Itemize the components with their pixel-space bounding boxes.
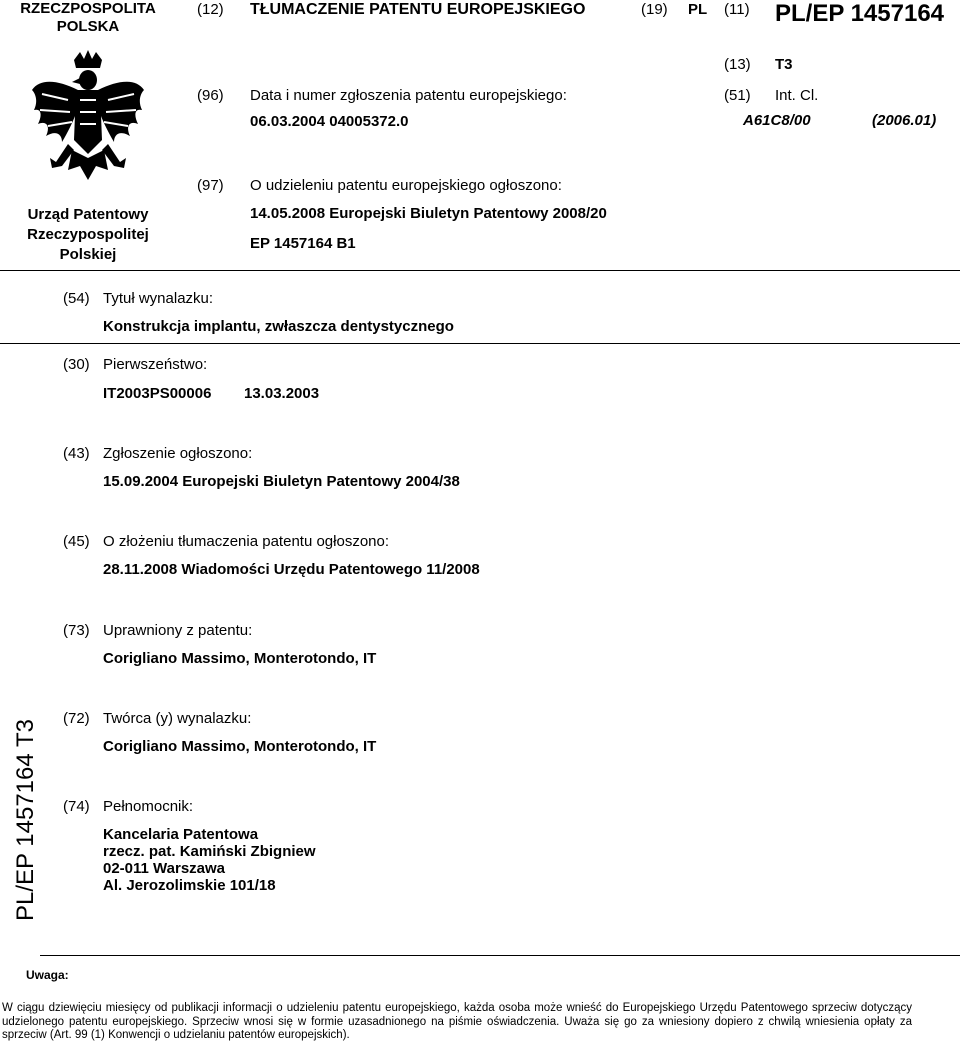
header-divider bbox=[0, 270, 960, 271]
attorney-line-4: Al. Jerozolimskie 101/18 bbox=[103, 877, 276, 894]
int-cl-value: A61C8/00 bbox=[743, 112, 811, 129]
priority-number: IT2003PS00006 bbox=[103, 385, 212, 402]
translation-value: 28.11.2008 Wiadomości Urzędu Patentowego 11/2008 bbox=[103, 561, 480, 578]
polish-eagle-emblem bbox=[28, 50, 148, 190]
filing-value: 06.03.2004 04005372.0 bbox=[250, 113, 409, 130]
int-cl-label: Int. Cl. bbox=[775, 87, 819, 104]
int-cl-year: (2006.01) bbox=[872, 112, 937, 129]
office-line-1: Urząd Patentowy bbox=[27, 206, 149, 223]
inid-code-97: (97) bbox=[197, 177, 224, 194]
inid-code-11: (11) bbox=[724, 1, 750, 18]
notice-text: W ciągu dziewięciu miesięcy od publikacji informacji o udzieleniu patentu europejskiego, każda osoba może wnieść do Europejskiego Urzędu Patentowego sprzeciw dotyczący udzielonego patentu europejskiego. Sprzeciw wnosi się w formie uzasadnionego na piśmie oświadczenia. Uważa się go za wniesiony dopiero z chwilą wniesienia opłaty za sprzeciw (Art. 99 (1) Konwencji o udzielaniu patentów europejskich). bbox=[2, 1002, 912, 1041]
proprietor-label: Uprawniony z patentu: bbox=[103, 622, 253, 639]
inid-code-45: (45) bbox=[63, 533, 90, 550]
inid-code-54: (54) bbox=[63, 290, 90, 307]
attorney-block bbox=[103, 826, 316, 894]
proprietor-value: Corigliano Massimo, Monterotondo, IT bbox=[103, 650, 377, 667]
attorney-label: Pełnomocnik: bbox=[103, 798, 194, 815]
attorney-line-3: 02-011 Warszawa bbox=[103, 860, 226, 877]
invention-title: Konstrukcja implantu, zwłaszcza dentystycznego bbox=[103, 318, 454, 335]
kind-code: T3 bbox=[775, 56, 793, 73]
translation-label: O złożeniu tłumaczenia patentu ogłoszono: bbox=[103, 533, 390, 550]
filing-label: Data i numer zgłoszenia patentu europejskiego: bbox=[250, 87, 567, 104]
inid-code-72: (72) bbox=[63, 710, 90, 727]
inid-code-51: (51) bbox=[724, 87, 751, 104]
office-line-2: Rzeczypospolitej bbox=[27, 226, 149, 243]
inid-code-12: (12) bbox=[197, 1, 224, 18]
side-patent-text: PL/EP 1457164 T3 bbox=[12, 719, 39, 921]
notice-heading: Uwaga: bbox=[26, 968, 69, 982]
priority-date: 13.03.2003 bbox=[244, 385, 320, 402]
inid-code-19: (19) bbox=[641, 1, 668, 18]
patent-number: PL/EP 1457164 bbox=[775, 0, 945, 27]
grant-label: O udzieleniu patentu europejskiego ogłoszono: bbox=[250, 177, 562, 194]
document-type: TŁUMACZENIE PATENTU EUROPEJSKIEGO bbox=[250, 1, 586, 18]
title-label: Tytuł wynalazku: bbox=[103, 290, 214, 307]
inid-code-13: (13) bbox=[724, 56, 751, 73]
inid-code-73: (73) bbox=[63, 622, 90, 639]
inid-code-43: (43) bbox=[63, 445, 90, 462]
country-name: RZECZPOSPOLITA POLSKA bbox=[20, 0, 156, 35]
inventor-value: Corigliano Massimo, Monterotondo, IT bbox=[103, 738, 377, 755]
side-patent-label bbox=[6, 700, 46, 940]
application-value: 15.09.2004 Europejski Biuletyn Patentowy 2004/38 bbox=[103, 473, 460, 490]
attorney-line-1: Kancelaria Patentowa bbox=[103, 826, 259, 843]
inventor-label: Twórca (y) wynalazku: bbox=[103, 710, 252, 727]
ep-number: EP 1457164 B1 bbox=[250, 235, 356, 252]
priority-label: Pierwszeństwo: bbox=[103, 356, 208, 373]
inid-code-30: (30) bbox=[63, 356, 90, 373]
inid-code-96: (96) bbox=[197, 87, 224, 104]
inid-code-74: (74) bbox=[63, 798, 90, 815]
attorney-line-2: rzecz. pat. Kamiński Zbigniew bbox=[103, 843, 316, 860]
office-name bbox=[8, 205, 168, 265]
notice-divider bbox=[40, 955, 960, 956]
grant-value: 14.05.2008 Europejski Biuletyn Patentowy 2008/20 bbox=[250, 205, 607, 222]
title-divider bbox=[0, 343, 960, 344]
office-line-3: Polskiej bbox=[59, 246, 117, 263]
application-label: Zgłoszenie ogłoszono: bbox=[103, 445, 253, 462]
country-code: PL bbox=[688, 1, 708, 18]
